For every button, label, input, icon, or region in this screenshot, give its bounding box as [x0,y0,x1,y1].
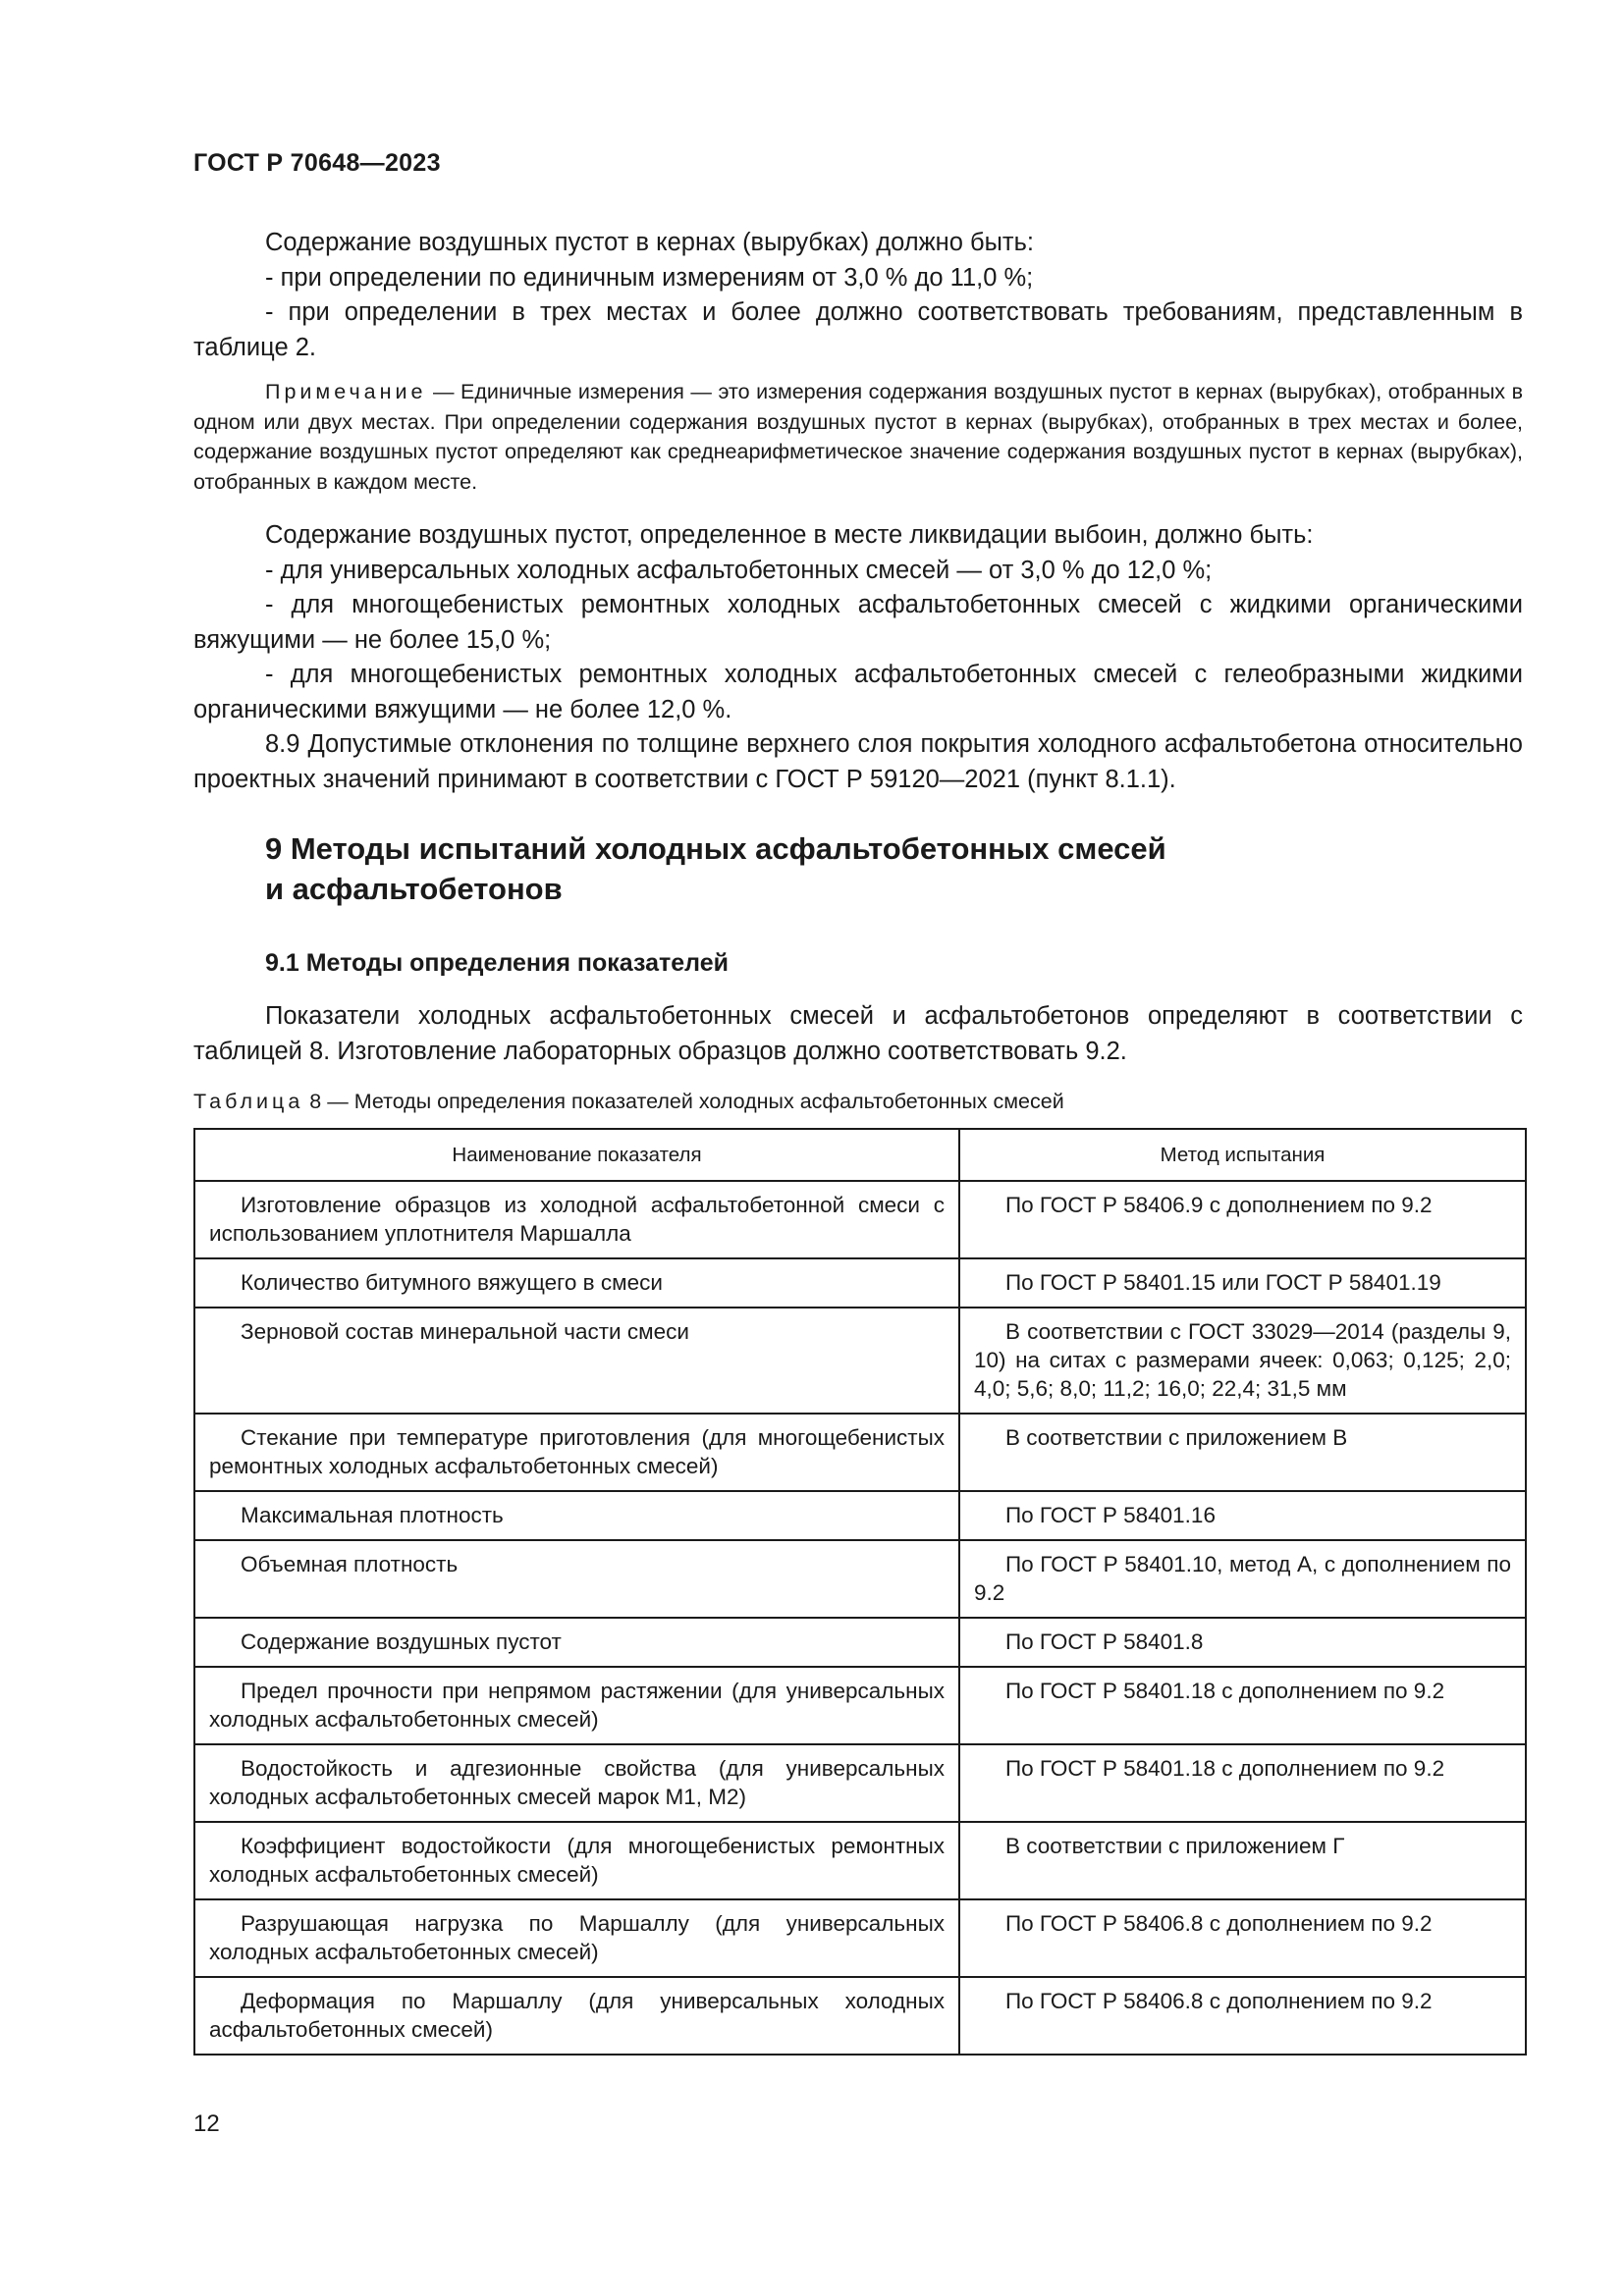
method-cell: По ГОСТ Р 58406.8 с дополнением по 9.2 [959,1977,1526,2055]
indicator-cell: Стекание при температуре приготовления (для многощебенистых ремонтных холодных асфальтобетонных смесей) [194,1414,959,1491]
table-caption-label: Таблица [193,1090,304,1113]
note-text: — Единичные измерения — это измерения содержания воздушных пустот в кернах (вырубках), отобранных в одном или двух местах. При определении содержания воздушных пустот в кернах (вырубках), отобранных в трех местах и более, содержание воздушных пустот определяют как среднеарифметическое значение содержания воздушных пустот в кернах (вырубках), отобранных в каждом месте. [193,380,1523,494]
table-row [194,1977,1526,2055]
indicator-cell: Максимальная плотность [194,1491,959,1540]
indicator-cell: Разрушающая нагрузка по Маршаллу (для универсальных холодных асфальтобетонных смесей) [194,1899,959,1977]
table-row [194,1822,1526,1899]
section-title-line: 9 Методы испытаний холодных асфальтобетонных смесей [265,831,1166,866]
table-header-cell: Метод испытания [959,1129,1526,1181]
method-cell: В соответствии с ГОСТ 33029—2014 (разделы 9, 10) на ситах с размерами ячеек: 0,063; 0,125; 2,0; 4,0; 5,6; 8,0; 11,2; 16,0; 22,4; 31,5 мм [959,1308,1526,1414]
table-row [194,1540,1526,1618]
method-cell: По ГОСТ Р 58401.15 или ГОСТ Р 58401.19 [959,1258,1526,1308]
indicator-cell: Изготовление образцов из холодной асфальтобетонной смеси с использованием уплотнителя Маршалла [194,1181,959,1258]
method-cell: В соответствии с приложением Г [959,1822,1526,1899]
section-title-line: и асфальтобетонов [265,872,563,906]
indicator-cell: Водостойкость и адгезионные свойства (для универсальных холодных асфальтобетонных смесей марок М1, М2) [194,1744,959,1822]
indicator-cell: Коэффициент водостойкости (для многощебенистых ремонтных холодных асфальтобетонных смесей) [194,1822,959,1899]
table-caption [193,1090,1064,1114]
table-header-cell: Наименование показателя [194,1129,959,1181]
intro-paragraph: Показатели холодных асфальтобетонных смесей и асфальтобетонов определяют в соответствии с таблицей 8. Изготовление лабораторных образцов должно соответствовать 9.2. [193,1002,1523,1065]
indicator-cell: Объемная плотность [194,1540,959,1618]
table-row [194,1618,1526,1667]
table-header-row [194,1129,1526,1181]
indicator-cell: Содержание воздушных пустот [194,1618,959,1667]
table-caption-text: 8 — Методы определения показателей холодных асфальтобетонных смесей [303,1090,1064,1113]
method-cell: По ГОСТ Р 58401.8 [959,1618,1526,1667]
paragraph: - для универсальных холодных асфальтобетонных смесей — от 3,0 % до 12,0 %; [265,556,1213,584]
page-number: 12 [193,2110,220,2137]
table-row [194,1181,1526,1258]
paragraph: - для многощебенистых ремонтных холодных асфальтобетонных смесей с гелеобразными жидкими органическими вяжущими — не более 12,0 %. [193,661,1523,723]
table-row [194,1899,1526,1977]
paragraph: Содержание воздушных пустот в кернах (вырубках) должно быть: [265,229,1034,256]
middle-paragraphs [193,518,1523,797]
table-row [194,1667,1526,1744]
method-cell: По ГОСТ Р 58406.8 с дополнением по 9.2 [959,1899,1526,1977]
section-title [265,828,1166,909]
method-cell: В соответствии с приложением В [959,1414,1526,1491]
table-row [194,1308,1526,1414]
method-cell: По ГОСТ Р 58401.16 [959,1491,1526,1540]
note-block [193,377,1523,497]
method-cell: По ГОСТ Р 58401.18 с дополнением по 9.2 [959,1744,1526,1822]
table-row [194,1744,1526,1822]
indicator-cell: Деформация по Маршаллу (для универсальных холодных асфальтобетонных смесей) [194,1977,959,2055]
indicator-cell: Зерновой состав минеральной части смеси [194,1308,959,1414]
table-row [194,1491,1526,1540]
indicator-cell: Предел прочности при непрямом растяжении (для универсальных холодных асфальтобетонных смесей) [194,1667,959,1744]
table-row [194,1258,1526,1308]
method-cell: По ГОСТ Р 58406.9 с дополнением по 9.2 [959,1181,1526,1258]
paragraph: - при определении по единичным измерениям от 3,0 % до 11,0 %; [265,263,1034,292]
top-paragraphs [193,226,1523,365]
method-cell: По ГОСТ Р 58401.18 с дополнением по 9.2 [959,1667,1526,1744]
subsection-title: 9.1 Методы определения показателей [265,949,729,977]
paragraph: Содержание воздушных пустот, определенное в месте ликвидации выбоин, должно быть: [265,521,1314,549]
intro-paragraph-block [193,999,1523,1069]
note-label: Примечание [265,380,427,403]
methods-table [193,1128,1527,2056]
document-code-header: ГОСТ Р 70648—2023 [193,149,441,177]
table-row [194,1414,1526,1491]
paragraph: - для многощебенистых ремонтных холодных асфальтобетонных смесей с жидкими органическими вяжущими — не более 15,0 %; [193,591,1523,654]
method-cell: По ГОСТ Р 58401.10, метод А, с дополнением по 9.2 [959,1540,1526,1618]
indicator-cell: Количество битумного вяжущего в смеси [194,1258,959,1308]
paragraph: - при определении в трех местах и более должно соответствовать требованиям, представленным в таблице 2. [193,298,1523,361]
paragraph: 8.9 Допустимые отклонения по толщине верхнего слоя покрытия холодного асфальтобетона относительно проектных значений принимают в соответствии с ГОСТ Р 59120—2021 (пункт 8.1.1). [193,730,1523,793]
